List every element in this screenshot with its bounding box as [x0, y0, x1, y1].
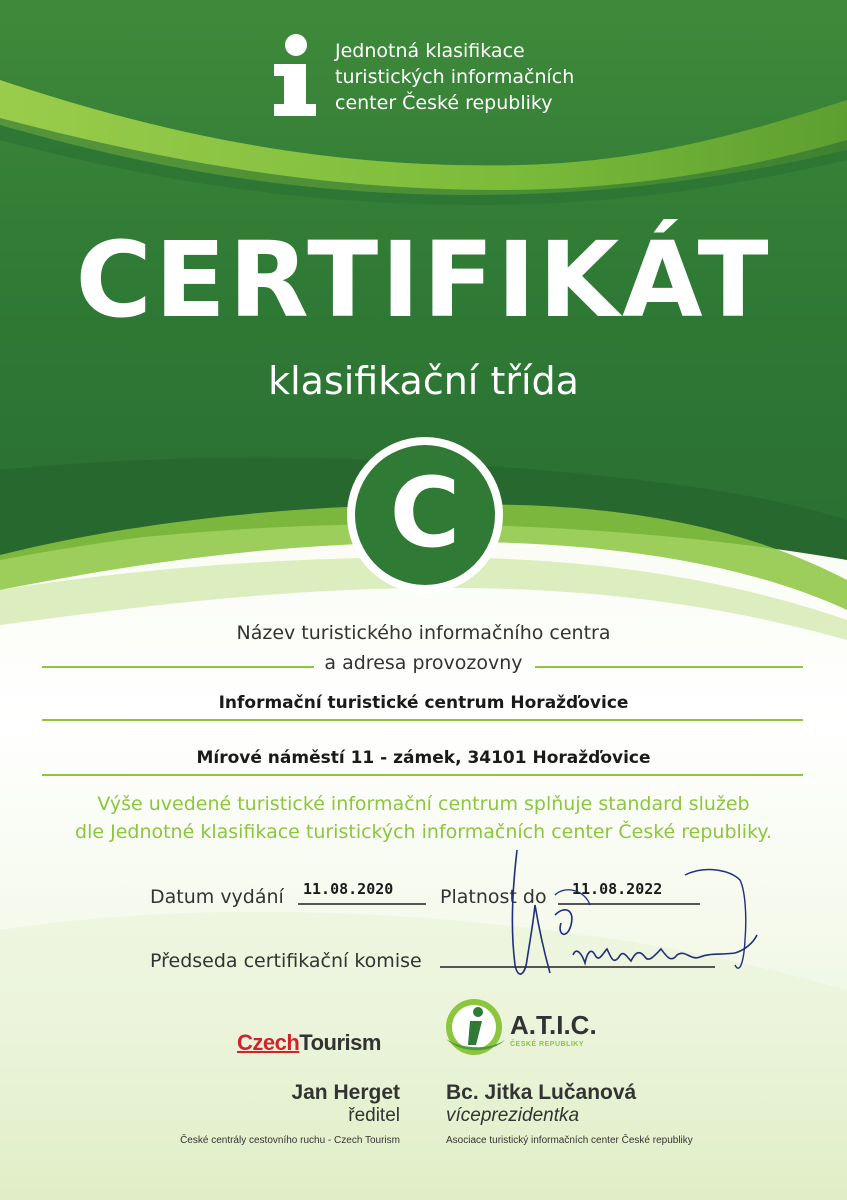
issued-label: Datum vydání: [150, 886, 284, 908]
class-badge: [345, 435, 505, 595]
chair-signature: [495, 845, 765, 995]
czech-tourism-logo-part2: Tourism: [299, 1030, 381, 1055]
organization-line-1: Jednotná klasifikace: [335, 40, 525, 62]
center-address: Mírové náměstí 11 - zámek, 34101 Horažďovice: [196, 748, 651, 768]
organization-line-2: turistických informačních: [335, 66, 575, 88]
center-label-line-2: a adresa provozovny: [324, 652, 523, 674]
info-icon: [268, 32, 324, 118]
certificate-subtitle: klasifikační třída: [268, 359, 579, 403]
standard-statement: [0, 790, 847, 846]
issued-date: 11.08.2020: [303, 880, 394, 898]
standard-line-1: Výše uvedené turistické informační centrum splňuje standard služeb: [97, 793, 750, 815]
signatory-2: [446, 1081, 693, 1146]
valid-date: 11.08.2022: [572, 880, 663, 898]
valid-label: Platnost do: [440, 886, 547, 908]
center-label-line-1: Název turistického informačního centra: [236, 622, 611, 644]
signatory-1-name: Jan Herget: [291, 1081, 400, 1104]
center-address-underline: [42, 774, 803, 776]
signatory-1-role: ředitel: [348, 1105, 400, 1126]
czech-tourism-logo-part1: Czech: [237, 1030, 300, 1055]
atic-logo-icon: [440, 995, 510, 1059]
signatory-1-organization: České centrály cestovního ruchu - Czech Tourism: [180, 1135, 400, 1146]
standard-line-2: dle Jednotné klasifikace turistických informačních center České republiky.: [75, 821, 772, 843]
organization-name: [335, 38, 574, 116]
czech-tourism-logo: [237, 1030, 381, 1056]
signatory-2-name: Bc. Jitka Lučanová: [446, 1081, 637, 1104]
certificate-title: CERTIFIKÁT: [75, 219, 772, 341]
atic-logo-text: A.T.I.C.: [510, 1010, 597, 1040]
committee-chair-label: Předseda certifikační komise: [150, 950, 422, 972]
divider-right: [535, 666, 803, 668]
atic-logo-subtitle: ČESKÉ REPUBLIKY: [510, 1041, 585, 1048]
center-name: Informační turistické centrum Horažďovice: [218, 693, 629, 713]
organization-line-3: center České republiky: [335, 92, 553, 114]
signatory-2-organization: Asociace turistický informačních center České republiky: [446, 1135, 693, 1146]
center-name-underline: [42, 719, 803, 721]
class-letter: C: [389, 457, 461, 569]
signatory-2-role: víceprezidentka: [446, 1105, 580, 1126]
signatory-1: [0, 1081, 400, 1146]
issued-underline: [298, 903, 426, 905]
